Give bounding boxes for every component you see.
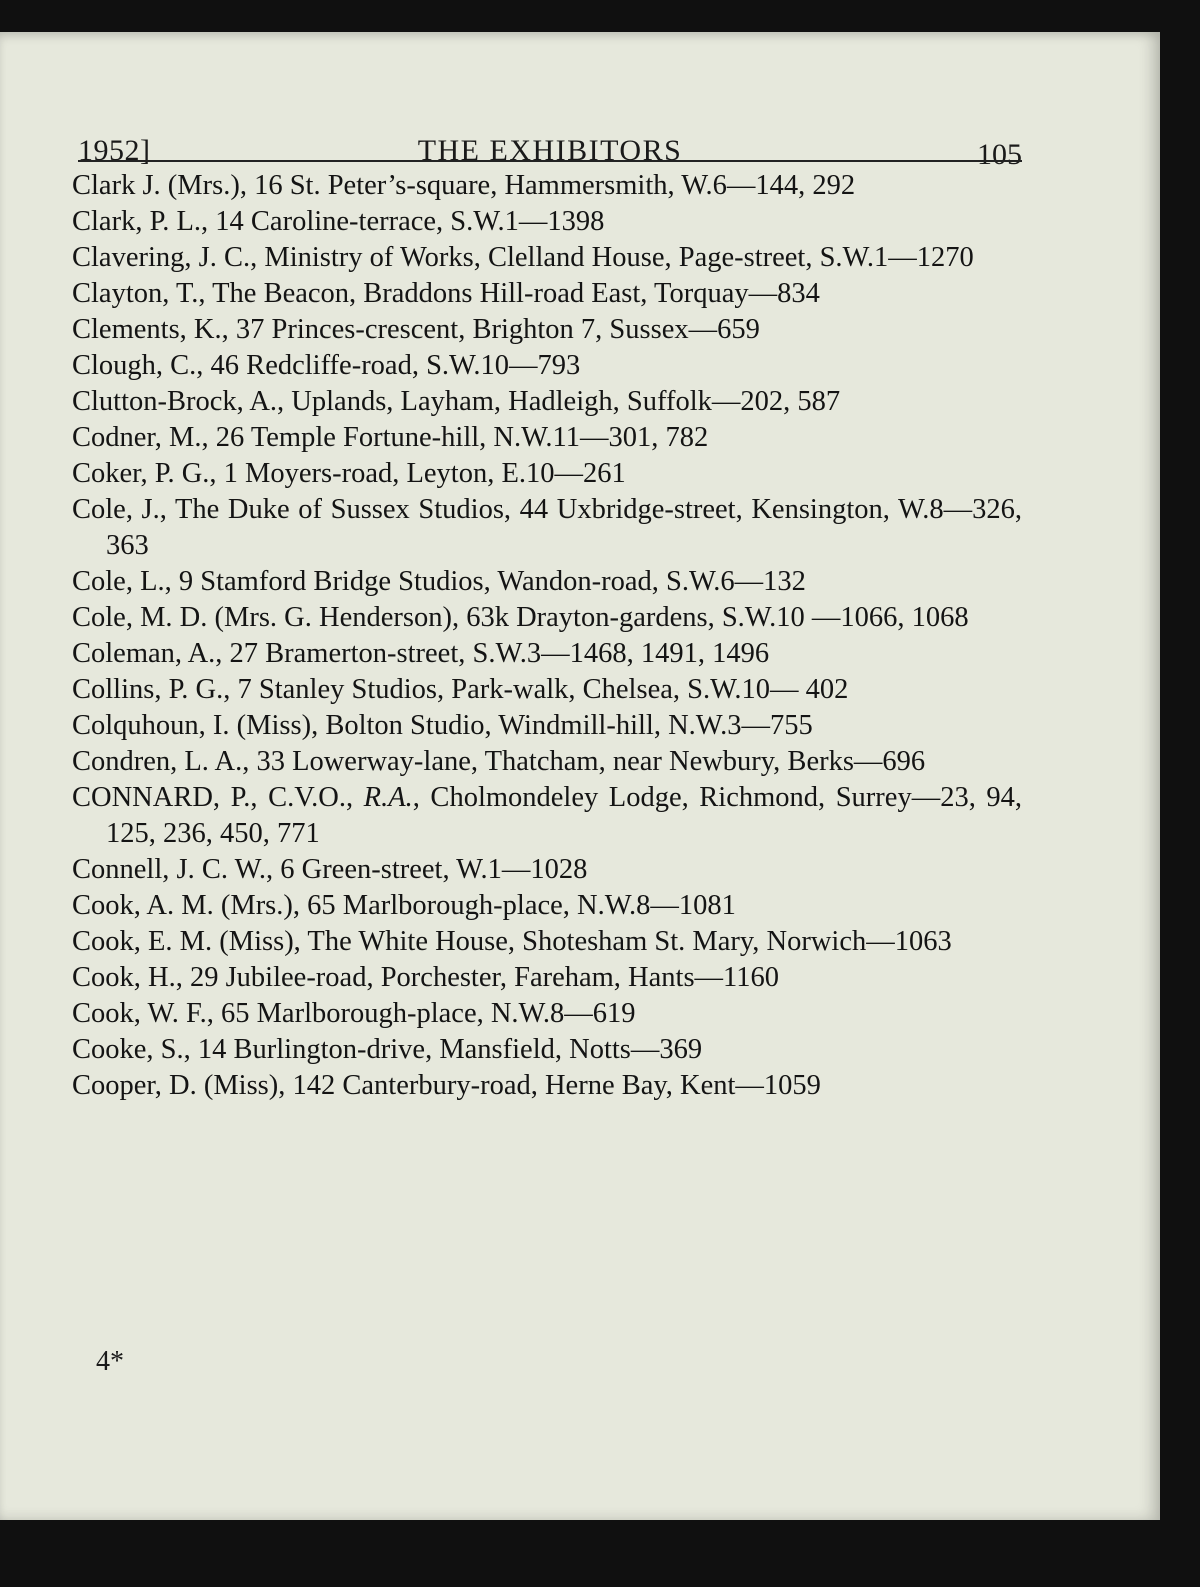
list-item: Cooper, D. (Miss), 142 Canterbury-road, Herne Bay, Kent—1059 (72, 1070, 821, 1101)
list-item: Cole, M. D. (Mrs. G. Henderson), 63k Drayton-gardens, S.W.10 —1066, 1068 (72, 602, 969, 633)
list-item: Clough, C., 46 Redcliffe-road, S.W.10—793 (72, 350, 581, 381)
list-item: Cook, W. F., 65 Marlborough-place, N.W.8—619 (72, 998, 636, 1029)
signature-mark: 4* (96, 1346, 124, 1377)
list-item: Cook, E. M. (Miss), The White House, Shotesham St. Mary, Norwich—1063 (72, 926, 952, 957)
list-item-connard (72, 780, 1022, 852)
list-item: Clark J. (Mrs.), 16 St. Peter’s-square, Hammersmith, W.6—144, 292 (72, 170, 856, 201)
list-item: Clavering, J. C., Ministry of Works, Clelland House, Page-street, S.W.1—1270 (72, 242, 974, 273)
list-item: Clutton-Brock, A., Uplands, Layham, Hadleigh, Suffolk—202, 587 (72, 386, 841, 417)
connard-address: , Cholmondeley Lodge, Richmond, Surrey—23, 94, 125, 236, 450, 771 (106, 782, 1022, 849)
list-item: Colquhoun, I. (Miss), Bolton Studio, Windmill-hill, N.W.3—755 (72, 710, 813, 741)
list-item: Condren, L. A., 33 Lowerway-lane, Thatcham, near Newbury, Berks—696 (72, 746, 926, 777)
list-item: Clayton, T., The Beacon, Braddons Hill-road East, Torquay—834 (72, 278, 820, 309)
page-title: THE EXHIBITORS (417, 134, 683, 167)
connard-name: CONNARD, P., C.V.O., (72, 782, 364, 813)
list-item: Cook, H., 29 Jubilee-road, Porchester, Fareham, Hants—1160 (72, 962, 779, 993)
list-item: Connell, J. C. W., 6 Green-street, W.1—1028 (72, 854, 588, 885)
page-number: 105 (977, 138, 1022, 171)
list-item: Clark, P. L., 14 Caroline-terrace, S.W.1—1398 (72, 206, 605, 237)
list-item: Collins, P. G., 7 Stanley Studios, Park-walk, Chelsea, S.W.10— 402 (72, 674, 849, 705)
list-item: Cook, A. M. (Mrs.), 65 Marlborough-place, N.W.8—1081 (72, 890, 736, 921)
list-item: Coleman, A., 27 Bramerton-street, S.W.3—1468, 1491, 1496 (72, 638, 770, 669)
list-item: Cole, L., 9 Stamford Bridge Studios, Wandon-road, S.W.6—132 (72, 566, 806, 597)
header-year: 1952] (78, 134, 151, 167)
list-item: Clements, K., 37 Princes-crescent, Brighton 7, Sussex—659 (72, 314, 760, 345)
list-item: Cooke, S., 14 Burlington-drive, Mansfield, Notts—369 (72, 1034, 703, 1065)
list-item: Coker, P. G., 1 Moyers-road, Leyton, E.10—261 (72, 458, 626, 489)
exhibitor-list (72, 168, 1022, 1104)
list-item: Codner, M., 26 Temple Fortune-hill, N.W.11—301, 782 (72, 422, 709, 453)
list-item: Cole, J., The Duke of Sussex Studios, 44 Uxbridge-street, Kensington, W.8—326, 363 (72, 494, 1022, 561)
connard-ra: R.A. (363, 782, 413, 813)
header-rule (78, 160, 1022, 162)
